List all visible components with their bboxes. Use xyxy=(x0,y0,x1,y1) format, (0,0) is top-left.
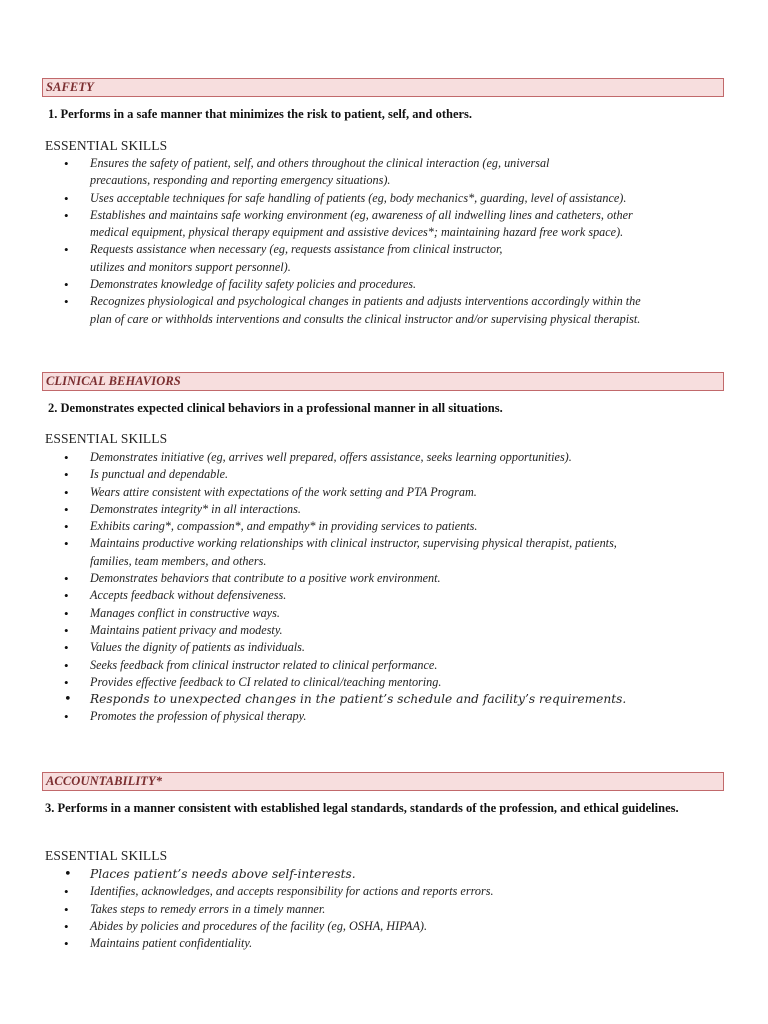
skill-item xyxy=(0,449,725,466)
skill-text: Wears attire consistent with expectations of the work setting and PTA Program. xyxy=(90,484,477,499)
skill-item xyxy=(0,276,725,293)
skill-text: Demonstrates integrity* in all interactions. xyxy=(90,501,301,516)
skill-text-cont: medical equipment, physical therapy equipment and assistive devices*; maintaining hazard free work space). xyxy=(90,225,624,240)
skill-item xyxy=(0,674,725,691)
skill-item xyxy=(0,535,725,570)
skill-text: Abides by policies and procedures of the facility (eg, OSHA, HIPAA). xyxy=(90,918,427,933)
skill-item xyxy=(0,866,725,883)
essential-skills-label: ESSENTIAL SKILLS xyxy=(45,138,168,153)
skill-item xyxy=(0,466,725,483)
skill-item xyxy=(0,484,725,501)
skill-item xyxy=(0,691,725,708)
skills-list xyxy=(0,866,725,952)
skill-item xyxy=(0,518,725,535)
section-header: ACCOUNTABILITY* xyxy=(42,772,724,791)
skill-text: Is punctual and dependable. xyxy=(90,467,229,482)
skill-item xyxy=(0,570,725,587)
essential-skills-label: ESSENTIAL SKILLS xyxy=(45,431,168,446)
skill-text: Exhibits caring*, compassion*, and empathy* in providing services to patients. xyxy=(90,519,478,534)
skill-item xyxy=(0,657,725,674)
skill-item xyxy=(0,241,725,276)
criterion-statement: 3. Performs in a manner consistent with established legal standards, standards of the profession, and ethical guidelines. xyxy=(45,801,679,815)
section-header: CLINICAL BEHAVIORS xyxy=(42,372,724,391)
skill-text: Demonstrates knowledge of facility safety policies and procedures. xyxy=(90,277,417,292)
skill-text: Maintains productive working relationships with clinical instructor, supervising physical therapist, patients, xyxy=(90,536,617,551)
skill-item xyxy=(0,207,725,242)
skill-item xyxy=(0,293,725,328)
skill-text: Takes steps to remedy errors in a timely manner. xyxy=(90,901,326,916)
skill-text: Seeks feedback from clinical instructor related to clinical performance. xyxy=(90,657,438,672)
skill-text: Provides effective feedback to CI related to clinical/teaching mentoring. xyxy=(90,674,442,689)
skill-text: Requests assistance when necessary (eg, requests assistance from clinical instructor, xyxy=(90,242,503,257)
skill-text: Identifies, acknowledges, and accepts responsibility for actions and reports errors. xyxy=(90,884,494,899)
skill-text: Demonstrates behaviors that contribute to a positive work environment. xyxy=(90,571,441,586)
skill-item xyxy=(0,190,725,207)
skill-item xyxy=(0,155,725,190)
skill-text-cont: utilizes and monitors support personnel). xyxy=(90,259,291,274)
skill-item xyxy=(0,639,725,656)
skill-item xyxy=(0,622,725,639)
skill-text: Maintains patient confidentiality. xyxy=(90,936,253,951)
skills-list xyxy=(0,155,725,328)
skill-item xyxy=(0,901,725,918)
skill-text: Recognizes physiological and psychological changes in patients and adjusts interventions accordingly within the xyxy=(90,294,641,309)
skill-item xyxy=(0,883,725,900)
section-header: SAFETY xyxy=(42,78,724,97)
skills-list xyxy=(0,449,725,726)
skill-text: Responds to unexpected changes in the patient’s schedule and facility’s requirements. xyxy=(90,692,627,707)
skill-text: Accepts feedback without defensiveness. xyxy=(90,588,287,603)
skill-text-cont: families, team members, and others. xyxy=(90,553,267,568)
skill-text-cont: plan of care or withholds interventions and consults the clinical instructor and/or supervising physical therapist. xyxy=(90,311,641,326)
skill-item xyxy=(0,918,725,935)
skill-text: Maintains patient privacy and modesty. xyxy=(90,622,283,637)
skill-text: Ensures the safety of patient, self, and others throughout the clinical interaction (eg, universal xyxy=(90,156,550,170)
skill-text: Manages conflict in constructive ways. xyxy=(90,605,280,620)
skill-text: Establishes and maintains safe working environment (eg, awareness of all indwelling lines and catheters, other xyxy=(90,207,633,222)
essential-skills-label: ESSENTIAL SKILLS xyxy=(45,848,168,863)
skill-text: Promotes the profession of physical therapy. xyxy=(90,709,307,724)
skill-item xyxy=(0,935,725,952)
skill-item xyxy=(0,587,725,604)
skill-text: Values the dignity of patients as individuals. xyxy=(90,640,305,655)
criterion-statement: 2. Demonstrates expected clinical behaviors in a professional manner in all situations. xyxy=(48,401,503,415)
skill-text: Demonstrates initiative (eg, arrives well prepared, offers assistance, seeks learning opportunities). xyxy=(90,450,572,464)
skill-text-cont: precautions, responding and reporting emergency situations). xyxy=(90,173,391,188)
criterion-statement: 1. Performs in a safe manner that minimizes the risk to patient, self, and others. xyxy=(48,107,473,121)
skill-item xyxy=(0,708,725,725)
skill-text: Uses acceptable techniques for safe handling of patients (eg, body mechanics*, guarding, level of assistance). xyxy=(90,190,627,205)
skill-item xyxy=(0,605,725,622)
skill-text: Places patient’s needs above self-interests. xyxy=(90,867,356,881)
skill-item xyxy=(0,501,725,518)
